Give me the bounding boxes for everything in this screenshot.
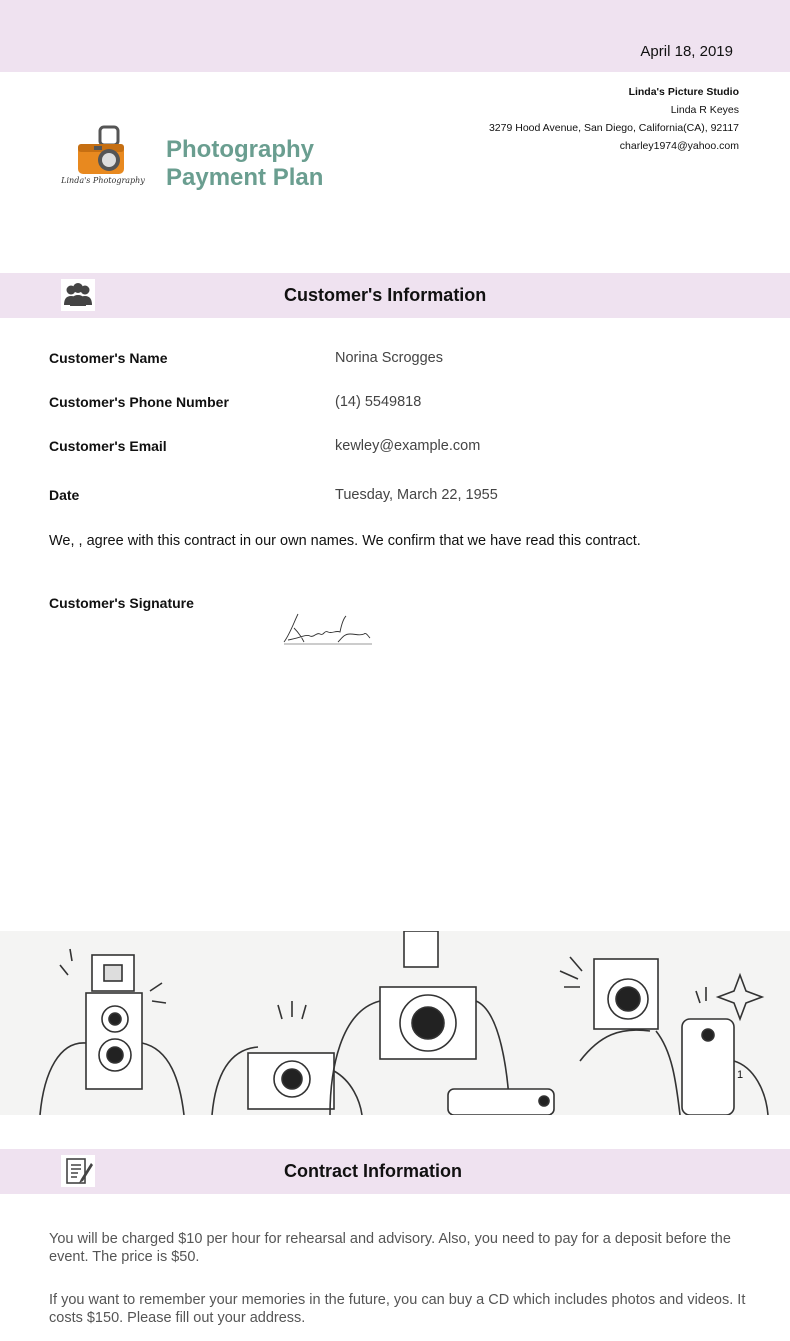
customer-name-value: Norina Scrogges	[335, 350, 443, 366]
header-band	[0, 0, 790, 72]
logo-caption: Linda's Photography	[61, 176, 145, 185]
contract-info-heading: Contract Information	[284, 1161, 462, 1181]
studio-info	[489, 83, 739, 155]
contract-info-band	[0, 1149, 790, 1194]
title-line-1: Photography	[166, 136, 314, 163]
customer-email-label: Customer's Email	[49, 438, 167, 454]
date-label: Date	[49, 487, 80, 503]
title-line-2: Payment Plan	[166, 164, 324, 191]
studio-email: charley1974@yahoo.com	[619, 140, 739, 152]
document-date: April 18, 2019	[640, 43, 733, 60]
date-value: Tuesday, March 22, 1955	[335, 487, 498, 503]
hands-cameras-icon	[0, 931, 790, 1115]
contract-pen-icon	[61, 1155, 95, 1187]
customer-info-heading: Customer's Information	[284, 285, 487, 305]
document-title	[166, 136, 323, 192]
signature-label: Customer's Signature	[49, 595, 194, 611]
studio-owner: Linda R Keyes	[670, 104, 739, 116]
people-group-icon	[61, 279, 95, 311]
contract-paragraph-1: You will be charged $10 per hour for rehearsal and advisory. Also, you need to pay for a deposit before the event. The price is $50.	[49, 1231, 731, 1265]
page-number: 1	[737, 1069, 744, 1081]
customer-info-band	[0, 273, 790, 318]
studio-name: Linda's Picture Studio	[628, 86, 739, 98]
customer-signature	[280, 608, 376, 650]
customer-name-label: Customer's Name	[49, 350, 168, 366]
customer-phone-label: Customer's Phone Number	[49, 394, 229, 410]
camera-logo-icon	[58, 124, 148, 176]
customer-email-value: kewley@example.com	[335, 438, 481, 454]
customer-phone-value: (14) 5549818	[335, 394, 422, 410]
contract-paragraph-2: If you want to remember your memories in the future, you can buy a CD which includes photos and videos. It costs $150. Please fill out your address.	[49, 1292, 746, 1326]
studio-logo	[58, 124, 148, 192]
studio-address: 3279 Hood Avenue, San Diego, California(CA), 92117	[488, 122, 739, 134]
cameras-illustration	[0, 931, 790, 1115]
agreement-text: We, , agree with this contract in our own names. We confirm that we have read this contract.	[49, 533, 641, 549]
